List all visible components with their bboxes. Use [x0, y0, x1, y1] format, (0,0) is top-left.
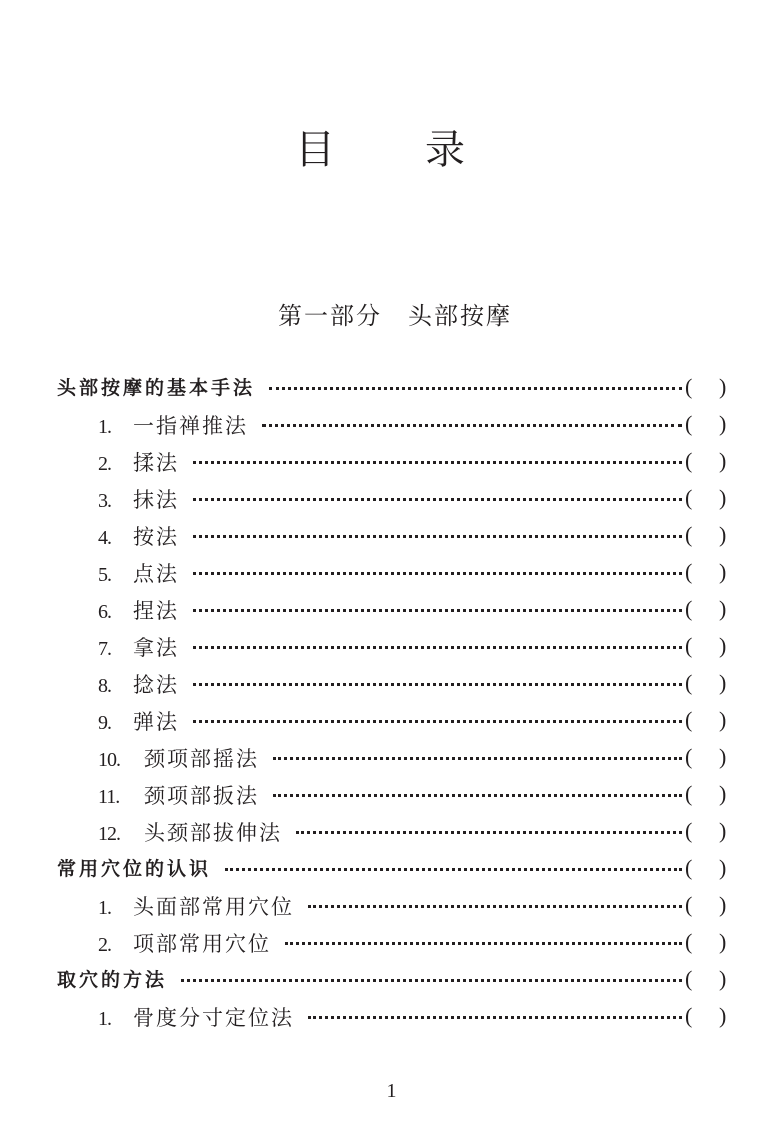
- dot-leader: [273, 757, 682, 760]
- toc-item-row: [0, 518, 760, 554]
- toc-item-row: [0, 703, 760, 739]
- toc-item-label: [98, 410, 248, 440]
- page-ref-open: (: [685, 559, 693, 584]
- toc-item-text: 颈项部摇法: [144, 747, 259, 771]
- toc-item-text: 揉法: [133, 451, 179, 475]
- toc-item-number: 6.: [98, 601, 111, 623]
- page-ref-open: (: [685, 707, 693, 732]
- page-ref-open: (: [685, 892, 693, 917]
- toc-item-row: [0, 407, 760, 443]
- toc-item-label: [98, 1002, 294, 1032]
- toc-item-row: [0, 925, 760, 961]
- page-ref-open: (: [685, 855, 693, 880]
- dot-leader: [181, 979, 682, 982]
- toc-item-number: 2.: [98, 453, 111, 475]
- page-ref-close: ): [719, 744, 727, 769]
- title-char-1: 目: [295, 127, 335, 173]
- dot-leader: [193, 609, 682, 612]
- toc-item-label: [98, 632, 179, 662]
- part-name: 头部按摩: [408, 302, 512, 330]
- page-ref-open: (: [685, 966, 693, 991]
- toc-section-row: [0, 962, 760, 998]
- dot-leader: [193, 535, 682, 538]
- page-ref-close: ): [719, 929, 727, 954]
- page-ref-open: (: [685, 670, 693, 695]
- toc-item-label: [98, 521, 179, 551]
- toc-item-number: 12.: [98, 823, 120, 845]
- page-number: 1: [386, 1080, 397, 1102]
- toc-section-row: [0, 370, 760, 406]
- page-ref-close: ): [719, 448, 727, 473]
- page-ref-close: ): [719, 707, 727, 732]
- toc-item-number: 10.: [98, 749, 120, 771]
- toc-item-number: 7.: [98, 638, 111, 660]
- toc-item-label: [98, 928, 271, 958]
- page-ref-close: ): [719, 966, 727, 991]
- page-ref-close: ): [719, 633, 727, 658]
- toc-item-row: [0, 999, 760, 1035]
- page-ref-close: ): [719, 1003, 727, 1028]
- dot-leader: [193, 461, 682, 464]
- toc-title: [0, 127, 760, 173]
- toc-section-text: 取穴的方法: [57, 969, 168, 991]
- part-heading: [0, 296, 760, 331]
- page-ref-open: (: [685, 633, 693, 658]
- dot-leader: [308, 905, 682, 908]
- page-ref-open: (: [685, 411, 693, 436]
- toc-item-number: 4.: [98, 527, 111, 549]
- dot-leader: [262, 424, 682, 427]
- toc-item-label: [98, 780, 259, 810]
- toc-item-text: 点法: [133, 562, 179, 586]
- page-ref-open: (: [685, 448, 693, 473]
- title-char-2: 录: [425, 127, 465, 173]
- page-ref-close: ): [719, 670, 727, 695]
- toc-item-text: 按法: [133, 525, 179, 549]
- page-ref-close: ): [719, 374, 727, 399]
- toc-item-row: [0, 555, 760, 591]
- toc-item-row: [0, 814, 760, 850]
- toc-item-label: [98, 743, 259, 773]
- toc-item-row: [0, 481, 760, 517]
- toc-item-number: 9.: [98, 712, 111, 734]
- dot-leader: [193, 720, 682, 723]
- toc-item-number: 1.: [98, 416, 111, 438]
- toc-item-text: 捏法: [133, 599, 179, 623]
- toc-section-label: [57, 854, 211, 881]
- dot-leader: [308, 1016, 682, 1019]
- toc-item-row: [0, 740, 760, 776]
- toc-item-label: [98, 891, 294, 921]
- toc-item-number: 11.: [98, 786, 120, 808]
- dot-leader: [225, 868, 682, 871]
- toc-item-text: 一指禅推法: [133, 414, 248, 438]
- toc-section-text: 常用穴位的认识: [57, 858, 212, 880]
- toc-item-text: 拿法: [133, 636, 179, 660]
- page-ref-close: ): [719, 781, 727, 806]
- page-ref-close: ): [719, 411, 727, 436]
- toc-item-text: 项部常用穴位: [133, 932, 271, 956]
- toc-item-row: [0, 777, 760, 813]
- toc-item-number: 2.: [98, 934, 111, 956]
- page-ref-close: ): [719, 855, 727, 880]
- toc-item-number: 5.: [98, 564, 111, 586]
- toc-section-label: [57, 373, 255, 400]
- dot-leader: [285, 942, 682, 945]
- dot-leader: [193, 646, 682, 649]
- toc-item-number: 1.: [98, 1008, 111, 1030]
- dot-leader: [193, 683, 682, 686]
- toc-item-text: 抹法: [133, 488, 179, 512]
- dot-leader: [269, 387, 682, 390]
- page-ref-open: (: [685, 744, 693, 769]
- page-ref-close: ): [719, 522, 727, 547]
- dot-leader: [193, 572, 682, 575]
- toc-item-number: 1.: [98, 897, 111, 919]
- toc-item-row: [0, 666, 760, 702]
- toc-item-text: 骨度分寸定位法: [133, 1006, 294, 1030]
- toc-item-text: 捻法: [133, 673, 179, 697]
- dot-leader: [193, 498, 682, 501]
- page-ref-open: (: [685, 1003, 693, 1028]
- toc-section-text: 头部按摩的基本手法: [57, 377, 256, 399]
- toc-item-row: [0, 629, 760, 665]
- toc-item-label: [98, 706, 179, 736]
- toc-item-text: 颈项部扳法: [144, 784, 259, 808]
- part-label: 第一部分: [278, 302, 382, 330]
- toc-item-number: 8.: [98, 675, 111, 697]
- toc-item-text: 头面部常用穴位: [133, 895, 294, 919]
- page-ref-close: ): [719, 485, 727, 510]
- toc-item-row: [0, 592, 760, 628]
- page-ref-open: (: [685, 522, 693, 547]
- toc-item-label: [98, 669, 179, 699]
- page-ref-close: ): [719, 559, 727, 584]
- toc-item-label: [98, 447, 179, 477]
- page-ref-close: ): [719, 818, 727, 843]
- toc-item-number: 3.: [98, 490, 111, 512]
- toc-item-text: 弹法: [133, 710, 179, 734]
- toc-item-label: [98, 595, 179, 625]
- page-ref-open: (: [685, 374, 693, 399]
- page-ref-open: (: [685, 929, 693, 954]
- page-ref-open: (: [685, 818, 693, 843]
- page-ref-close: ): [719, 596, 727, 621]
- toc-section-label: [57, 965, 167, 992]
- dot-leader: [296, 831, 682, 834]
- toc-item-text: 头颈部拔伸法: [144, 821, 282, 845]
- toc-item-label: [98, 484, 179, 514]
- toc-item-row: [0, 888, 760, 924]
- toc-section-row: [0, 851, 760, 887]
- toc-item-row: [0, 444, 760, 480]
- page-ref-close: ): [719, 892, 727, 917]
- page-ref-open: (: [685, 596, 693, 621]
- page-ref-open: (: [685, 485, 693, 510]
- toc-item-label: [98, 817, 282, 847]
- dot-leader: [273, 794, 682, 797]
- page-ref-open: (: [685, 781, 693, 806]
- toc-item-label: [98, 558, 179, 588]
